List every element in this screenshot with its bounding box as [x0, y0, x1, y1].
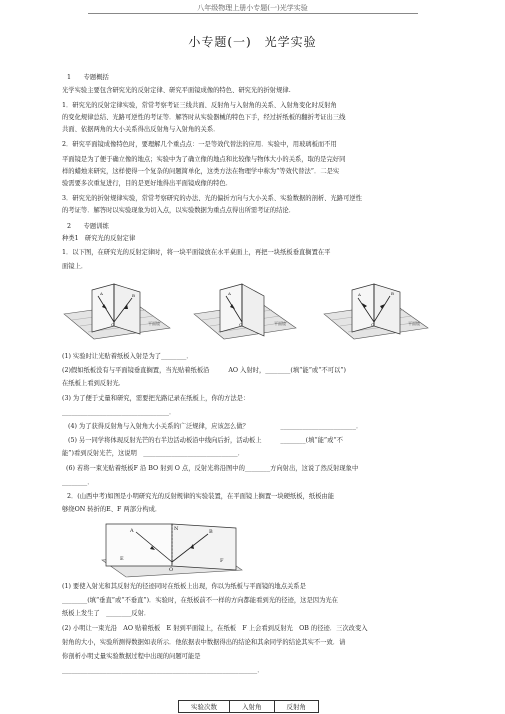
question-line: 射角的大小，实验所测得数据如表所示．他依据表中数据得出的结论和其余同学的结论其实不一致．请 [62, 639, 346, 646]
question-line: (2)假如纸板没有与平面镜垂直搁置，当光贴着纸板沿 AO 入射时，________(填“能”或“不可以”) [62, 367, 346, 374]
question-line: ________． [62, 479, 94, 486]
question-line: (5) 另一同学将体现反射光芒的右半边活动板沿中线向后折，活动板上 ________(填“能”或“不 [68, 437, 343, 444]
question-line: (3) 为了便于丈量和研究，需要把光路记录在纸板上，你的方法是： [62, 395, 250, 402]
question-line: (2) 小明让一束光沿 AO 贴着纸板 E 射到平面镜上，在纸板 F 上会看到反射光 OB 的径迹．三次改变入 [62, 625, 368, 632]
svg-text:A: A [228, 291, 231, 296]
question-line: 够绕ON 转折的E、F 两部分构成． [62, 506, 162, 513]
paragraph-line: 样的蜡烛来研究，这样使得一个复杂的问题简单化，这类方法在物理学中称为“等效代替法”．二是实 [62, 168, 340, 175]
paragraph-line: 验需要多次重复进行，目的是更好地得出平面镜成像的特色． [62, 180, 233, 187]
table-header-cell: 反射角 [274, 701, 319, 713]
page-header: 八年级物理上册小专题(一)光学实验 [197, 4, 308, 12]
reflection-figure-1 [62, 282, 174, 340]
reflection-apparatus-figure [96, 520, 246, 578]
svg-text:O: O [371, 322, 375, 327]
svg-text:O: O [239, 322, 243, 327]
svg-text:F: F [220, 558, 224, 564]
section-heading: 2 专题训练 [67, 223, 109, 230]
svg-text:O: O [169, 567, 174, 573]
answer-blank: ______________________________________________________________． [62, 667, 264, 674]
header-divider [88, 13, 418, 14]
paragraph-line: 2．研究平面镜成像特色时，要理解几个重点点：一是等效代替法的应用．实验中，用玻璃板而不用 [62, 141, 337, 148]
question-line: (1) 要使入射光和其反射光的径迹同时在纸板上出现，你以为纸板与平面镜的地点关系是 [62, 583, 306, 590]
table-header-cell: 实验次数 [179, 701, 230, 713]
section-heading: 1 专题概括 [67, 74, 109, 81]
reflection-figure-3 [322, 282, 432, 340]
svg-text:平面镜: 平面镜 [408, 321, 420, 326]
paragraph-line: 平面镜是为了便于确立像的地点；实验中为了确立像的地点和比较像与物体大小的关系，取的是完好同 [62, 156, 346, 163]
svg-text:A: A [358, 292, 361, 297]
table-header-cell: 入射角 [230, 701, 275, 713]
svg-text:平面镜: 平面镜 [274, 321, 286, 326]
paragraph-line: 3．研究光的折射规律实验，常常考察研究的办法、光的偏折方向与大小关系、实验数据的剖析、光路可逆性 [62, 195, 362, 202]
subsection-heading: 种类1 研究光的反射定律 [62, 235, 136, 242]
paragraph-line: 1．研究光的反射定律实验，常常考察考证三线共面、反射角与入射角的关系、入射角变化时反射角 [62, 102, 337, 109]
question-line: ________(填“垂直”或“不垂直”)．实验时，在纸板前不一样的方向都能看到光的径迹，这是因为光在 [62, 597, 338, 604]
question-line: (6) 若将一束光贴着纸板F 沿 BO 射到 O 点，反射光将沿图中的________方向射出，这说了然反射现象中 [66, 465, 359, 472]
question-line: 在纸板上看到反射光． [62, 380, 125, 387]
table-header-row [179, 701, 319, 713]
reflection-figure-2 [192, 282, 298, 340]
paragraph-line: 的考证等．解答时以实验现象为切入点，以实验数据为重点点得出所需考证的结论． [62, 207, 295, 214]
question-line: 纸板上发生了 ________反射． [62, 610, 151, 617]
question-line: 你剖析小明丈量实验数据过程中出现的问题可能是 [62, 653, 201, 660]
question-line: 面镜上． [62, 263, 88, 270]
question-line: 1．以下图，在研究光的反射定律时，将一块平面镜放在水平桌面上，再把一块纸板垂直搁置在平 [62, 249, 331, 256]
svg-text:B: B [391, 291, 394, 296]
page-title: 小专题(一) 光学实验 [188, 35, 317, 49]
data-table [178, 700, 319, 713]
svg-text:A: A [100, 291, 103, 296]
svg-text:N: N [174, 526, 179, 532]
answer-blank: __________________________________． [62, 409, 176, 416]
question-line: (1) 实验时让光贴着纸板入射是为了________． [62, 353, 193, 360]
svg-text:E: E [120, 556, 124, 562]
question-line: (4) 为了获得反射角与入射角大小关系的广泛规律，应该怎么做？ ________________________． [68, 423, 363, 430]
paragraph-line: 共面、依据两角的大小关系得出反射角与入射角的关系． [62, 126, 220, 133]
svg-text:B: B [209, 529, 213, 535]
paragraph-line: 的变化规律总结、光路可逆性的考证等．解答时从实验器械的特色下手，经过折纸板的翻折考证出三线 [62, 114, 346, 121]
question-line: 2．(山西中考)如图是小明研究光的反射规律的实验装置，在平面镜上搁置一块硬纸板，纸板由能 [67, 493, 335, 500]
svg-text:B: B [132, 293, 135, 298]
paragraph-line: 光学实验主要包含研究光的反射定律、研究平面镜成像的特色、研究光的折射规律. [62, 87, 291, 94]
svg-text:平面镜: 平面镜 [148, 321, 160, 326]
svg-text:O: O [111, 322, 115, 327]
svg-text:A: A [130, 528, 134, 534]
question-line: 能”)看到反射光芒，这说明 ______________________________． [62, 450, 244, 457]
